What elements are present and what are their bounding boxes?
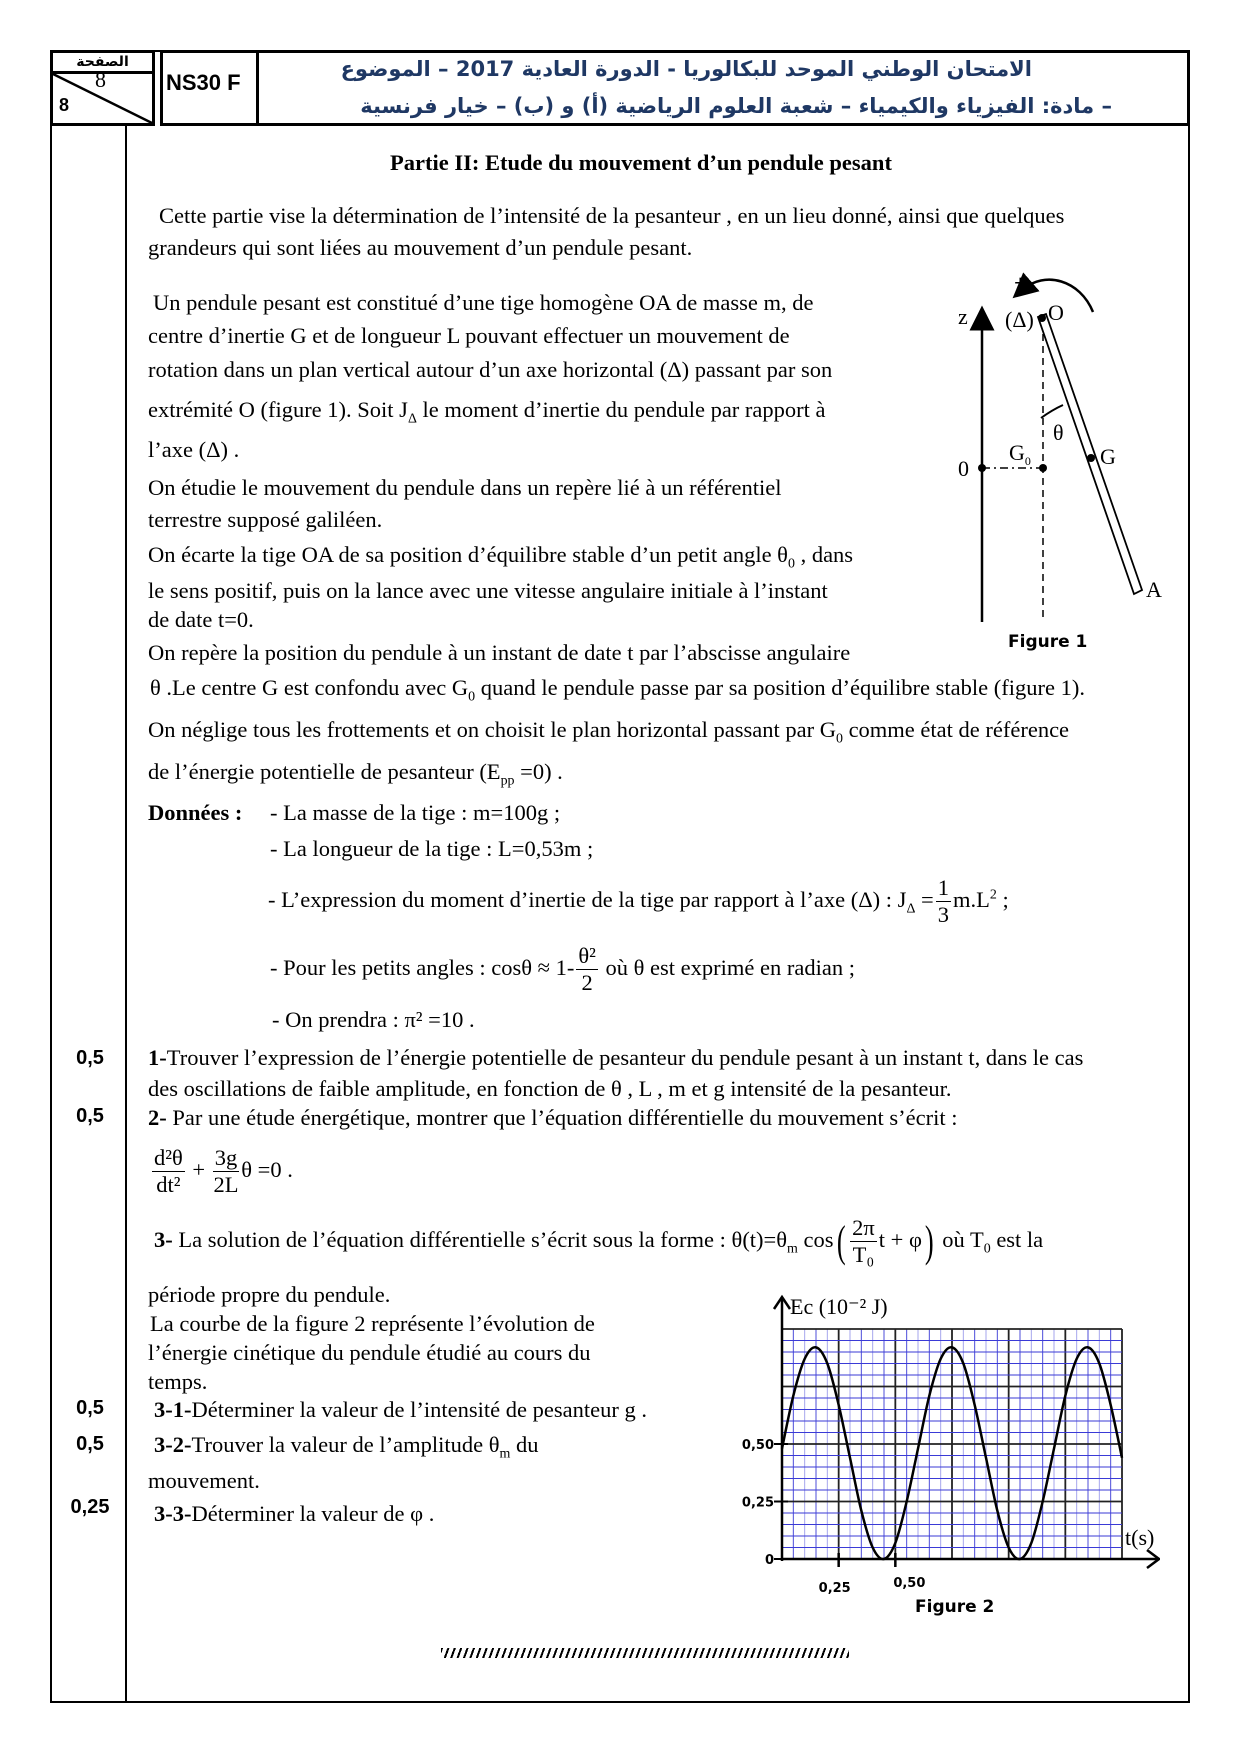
text: de l’énergie potentielle de pesanteur (E [148, 759, 501, 784]
text: du [510, 1432, 539, 1457]
rod-OA [1038, 314, 1142, 594]
question-number: 1- [148, 1045, 167, 1070]
header-title-line2: – مادة: الفيزياء والكيمياء – شعبة العلوم الرياضية (أ) و (ب) – خيار فرنسية [360, 94, 1112, 118]
x-tick-label: 0,25 [818, 1581, 851, 1596]
intro-line: grandeurs qui sont liées au mouvement d’un pendule pesant. [148, 235, 693, 260]
score-q1: 0,5 [76, 1047, 104, 1069]
y-tick-label: 0,25 [741, 1495, 774, 1511]
desc-line: l’axe (Δ) . [148, 437, 240, 462]
header-title-line1: الامتحان الوطني الموحد للبكالوريا - الدورة العادية 2017 – الموضوع [340, 57, 1032, 81]
figure-1-caption: Figure 1 [1008, 632, 1088, 652]
text: Déterminer la valeur de φ . [191, 1501, 435, 1526]
text: quand le pendule passe par sa position d’équilibre stable (figure 1). [475, 675, 1085, 700]
data-length: - La longueur de la tige : L=0,53m ; [270, 836, 594, 861]
left-paren: ( [836, 1216, 846, 1266]
text: est la [990, 1227, 1044, 1252]
fraction [576, 943, 598, 996]
text: où θ est exprimé en radian ; [599, 955, 855, 980]
text: cos [797, 1227, 834, 1252]
data-label: Données : [148, 800, 243, 825]
x-tick-label: 0,50 [893, 1576, 926, 1591]
text: ; [996, 887, 1009, 912]
label-zero: 0 [958, 456, 969, 481]
question-3-3 [154, 1500, 434, 1528]
right-paren: ) [924, 1216, 934, 1266]
section-title: Partie II: Etude du mouvement d’un pendule pesant [390, 150, 892, 175]
numerator: d²θ [154, 1145, 183, 1171]
text: m.L [952, 887, 990, 912]
subscript: 0 [787, 556, 795, 572]
text: La solution de l’équation différentielle s’écrit sous la forme : θ(t)=θ [172, 1227, 788, 1252]
text: , dans [794, 542, 854, 567]
desc-line [148, 716, 1070, 747]
point-zero [978, 464, 986, 472]
score-q2: 0,5 [76, 1105, 104, 1127]
denominator: dt² [156, 1172, 181, 1198]
desc-line: rotation dans un plan vertical autour d’un axe horizontal (Δ) passant par son [148, 357, 833, 382]
text: extrémité O (figure 1). Soit J [148, 397, 408, 422]
question-1 [148, 1044, 1083, 1072]
subscript: Δ [407, 411, 417, 427]
numerator: θ² [578, 943, 596, 969]
desc-line: le sens positif, puis on la lance avec une vitesse angulaire initiale à l’instant [148, 578, 828, 603]
subscript: 0 [983, 1241, 991, 1257]
subscript: m [499, 1446, 511, 1462]
question-3-2-line2: mouvement. [148, 1468, 260, 1493]
y-axis-label: Ec (10⁻² J) [790, 1294, 888, 1319]
denominator: T₀ [852, 1242, 875, 1268]
text: θ .Le centre G est confondu avec G [150, 675, 469, 700]
theta-arc-icon [1041, 405, 1063, 418]
intro-line: Cette partie vise la détermination de l’intensité de la pesanteur , en un lieu donné, ainsi que quelques [159, 203, 1065, 228]
question-3-line5: temps. [148, 1369, 208, 1394]
desc-line: terrestre supposé galiléen. [148, 507, 383, 532]
fraction [213, 1145, 240, 1198]
fraction [936, 875, 951, 928]
page-label: الصفحة [53, 53, 152, 74]
text: comme état de référence [842, 717, 1070, 742]
text: Trouver l’expression de l’énergie potentielle de pesanteur du pendule pesant à un instant t, dans le cas [166, 1045, 1084, 1070]
question-number: 3-1- [154, 1397, 192, 1422]
text: le moment d’inertie du pendule par rapport à [416, 397, 826, 422]
fraction [850, 1215, 877, 1268]
numerator: 1 [937, 875, 949, 901]
desc-line [148, 758, 563, 789]
text: θ =0 . [241, 1157, 293, 1182]
score-q3-2: 0,5 [76, 1433, 104, 1455]
desc-line: Un pendule pesant est constitué d’une tige homogène OA de masse m, de [153, 290, 814, 315]
question-3 [154, 1212, 1043, 1270]
subscript: 0 [835, 731, 843, 747]
question-3-2 [154, 1431, 539, 1462]
label-theta: θ [1053, 420, 1064, 445]
superscript: 2 [989, 887, 997, 903]
text: On néglige tous les frottements et on choisit le plan horizontal passant par G [148, 717, 836, 742]
label-z: z [958, 304, 968, 329]
figure-2-caption: Figure 2 [915, 1597, 995, 1617]
exam-code: NS30 F [166, 70, 241, 95]
desc-line: On repère la position du pendule à un instant de date t par l’abscisse angulaire [148, 640, 851, 665]
data-inertia [268, 872, 1009, 928]
data-pi: - On prendra : π² =10 . [272, 1007, 475, 1032]
label-G: G [1100, 444, 1116, 469]
question-3-line4: l’énergie cinétique du pendule étudié au cours du [148, 1340, 591, 1365]
denominator: 2 [581, 970, 593, 996]
data-cos [270, 940, 855, 996]
desc-line: de date t=0. [148, 607, 254, 632]
end-separator [441, 1648, 849, 1658]
point-G [1087, 454, 1095, 462]
denominator: 3 [937, 902, 949, 928]
text: + [186, 1157, 211, 1182]
label-A: A [1146, 577, 1162, 602]
question-number: 3- [154, 1227, 173, 1252]
point-G0 [1039, 464, 1047, 472]
desc-line [150, 674, 1085, 705]
text: Par une étude énergétique, montrer que l’équation différentielle du mouvement s’écrit : [166, 1105, 958, 1130]
figure-1-pendulum [930, 260, 1190, 660]
question-3-1 [154, 1396, 647, 1424]
text: - L’expression du moment d’inertie de la tige par rapport à l’axe (Δ) : J [268, 887, 907, 912]
figure-2-chart [740, 1290, 1160, 1630]
text: t + φ [878, 1227, 922, 1252]
y-tick-label: 0,50 [741, 1438, 774, 1453]
desc-line [148, 396, 826, 427]
subscript: pp [500, 773, 515, 789]
subscript: 0 [468, 689, 476, 705]
score-column-divider [125, 126, 127, 1703]
subscript: m [787, 1241, 798, 1257]
text: Déterminer la valeur de l’intensité de pesanteur g . [191, 1397, 647, 1422]
question-number: 3-3- [154, 1501, 192, 1526]
question-number: 3-2- [154, 1432, 192, 1457]
point-O [1038, 314, 1046, 322]
denominator: 2L [213, 1172, 239, 1198]
question-1-line2: des oscillations de faible amplitude, en fonction de θ , L , m et g intensité de la pesanteur. [148, 1076, 952, 1101]
label-plus: + [1014, 270, 1027, 295]
text: - Pour les petits angles : cosθ ≈ 1- [270, 955, 575, 980]
question-number: 2- [148, 1105, 167, 1130]
differential-equation [150, 1142, 293, 1198]
desc-line: On étudie le mouvement du pendule dans un repère lié à un référentiel [148, 475, 782, 500]
text: où T [936, 1227, 984, 1252]
page-number-current: 8 [95, 67, 106, 92]
text: =0) . [514, 759, 563, 784]
y-tick-label: 0 [764, 1553, 774, 1568]
label-G0: $G_0$ [1009, 440, 1031, 468]
data-mass: - La masse de la tige : m=100g ; [270, 800, 561, 825]
fraction [152, 1145, 185, 1198]
question-2 [148, 1104, 958, 1132]
subscript: Δ [906, 901, 916, 917]
header-code-divider [256, 50, 259, 126]
x-axis-label: t(s) [1125, 1525, 1155, 1550]
score-q3-1: 0,5 [76, 1397, 104, 1419]
page-number-total: 8 [59, 95, 70, 115]
numerator: 3g [214, 1145, 238, 1171]
label-delta: (Δ) [1005, 307, 1034, 332]
desc-line [148, 541, 854, 572]
desc-line: centre d’inertie G et de longueur L pouvant effectuer un mouvement de [148, 323, 790, 348]
page-number-cell [50, 50, 155, 126]
text: Trouver la valeur de l’amplitude θ [191, 1432, 500, 1457]
score-q3-3: 0,25 [70, 1496, 110, 1518]
question-3-line3: La courbe de la figure 2 représente l’évolution de [150, 1311, 595, 1336]
question-3-line2: période propre du pendule. [148, 1282, 391, 1307]
label-O: O [1048, 300, 1064, 325]
text: = [915, 887, 934, 912]
text: On écarte la tige OA de sa position d’équilibre stable d’un petit angle θ [148, 542, 788, 567]
numerator: 2π [852, 1215, 875, 1241]
